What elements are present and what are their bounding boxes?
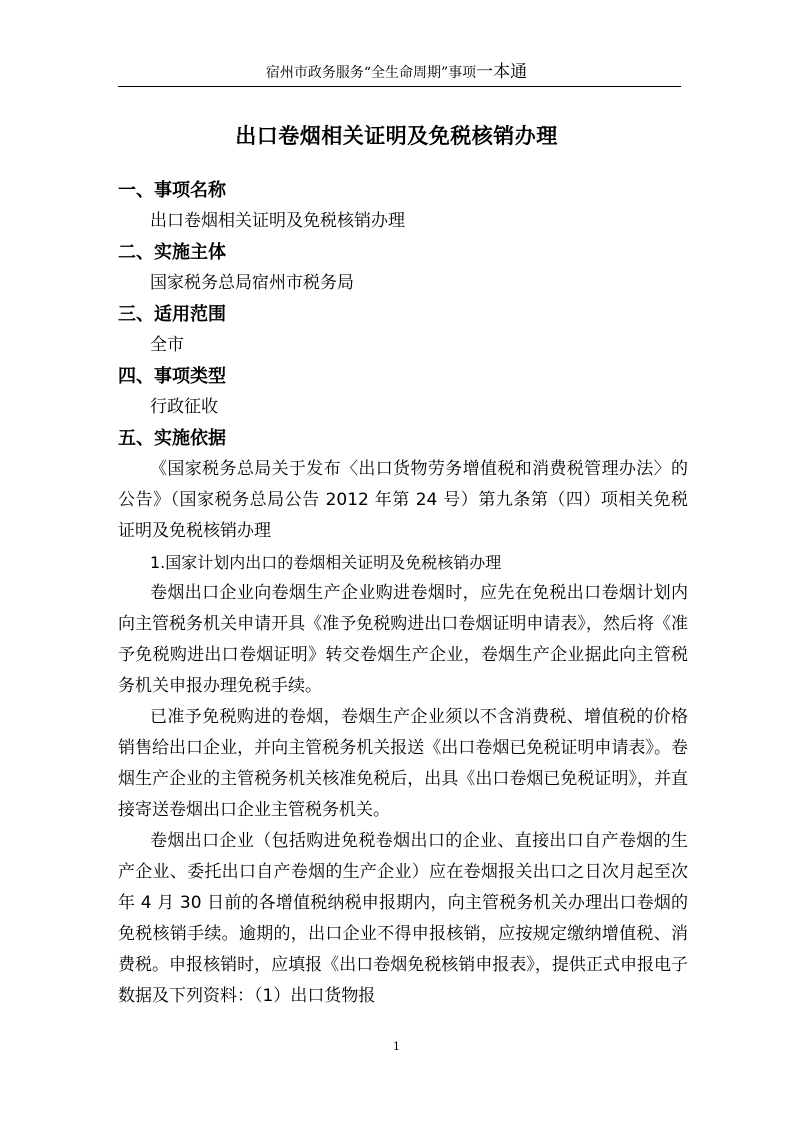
- running-header-tail: 一本通: [476, 62, 528, 82]
- basis-subheading: 1.国家计划内出口的卷烟相关证明及免税核销办理: [150, 553, 502, 572]
- page-number: 1: [393, 1040, 400, 1053]
- running-header: [0, 62, 793, 83]
- section-body-authority: 国家税务总局宿州市税务局: [150, 273, 354, 293]
- running-header-text: 宿州市政务服务“全生命周期”事项: [265, 65, 477, 81]
- section-body-type: 行政征收: [150, 397, 218, 417]
- document-title: 出口卷烟相关证明及免税核销办理: [235, 124, 558, 148]
- basis-paragraph-2: 卷烟出口企业向卷烟生产企业购进卷烟时，应先在免税出口卷烟计划内向主管税务机关申请开具《准予免税购进出口卷烟证明申请表》，然后将《准予免税购进出口卷烟证明》转交卷烟生产企业，卷烟生产企业据此向主管税务机关申报办理免税手续。: [118, 583, 688, 696]
- section-heading-basis: 五、实施依据: [118, 428, 226, 449]
- header-rule: [118, 86, 681, 87]
- basis-paragraph-4: 卷烟出口企业（包括购进免税卷烟出口的企业、直接出口自产卷烟的生产企业、委托出口自产卷烟的生产企业）应在卷烟报关出口之日次月起至次年 4 月 30 日前的各增值税纳税申报期内，向主管税务机关办理出口卷烟的免税核销手续。逾期的，出口企业不得申报核销，应按规定缴纳增值税、消费税。申报核销时，应填报《出口卷烟免税核销申报表》，提供正式申报电子数据及下列资料：（1）出口货物报: [118, 831, 688, 1006]
- document-body: [118, 175, 688, 1012]
- section-heading-scope: 三、适用范围: [118, 304, 226, 325]
- section-body-scope: 全市: [150, 335, 184, 355]
- basis-paragraph-1: 《国家税务总局关于发布〈出口货物劳务增值税和消费税管理办法〉的公告》（国家税务总局公告 2012 年第 24 号）第九条第（四）项相关免税证明及免税核销办理: [118, 459, 688, 541]
- section-heading-name: 一、事项名称: [118, 180, 226, 201]
- section-heading-type: 四、事项类型: [118, 366, 226, 387]
- section-body-name: 出口卷烟相关证明及免税核销办理: [150, 211, 405, 231]
- basis-paragraph-3: 已准予免税购进的卷烟，卷烟生产企业须以不含消费税、增值税的价格销售给出口企业，并向主管税务机关报送《出口卷烟已免税证明申请表》。卷烟生产企业的主管税务机关核准免税后，出具《出口卷烟已免税证明》，并直接寄送卷烟出口企业主管税务机关。: [118, 707, 688, 820]
- section-heading-authority: 二、实施主体: [118, 242, 226, 263]
